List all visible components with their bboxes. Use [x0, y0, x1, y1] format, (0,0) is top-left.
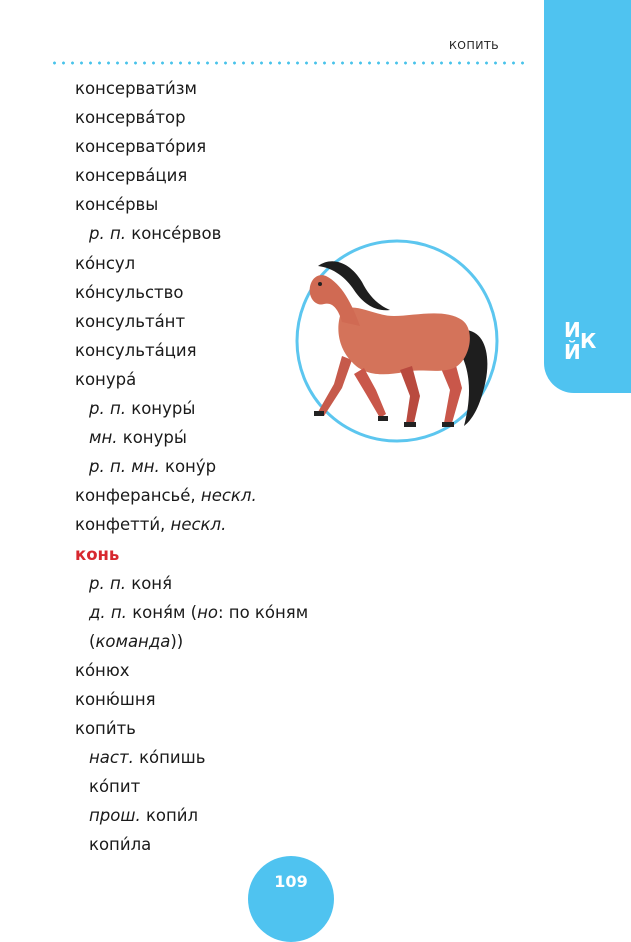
entry-text: кону́р [164, 457, 217, 477]
side-tab [544, 0, 631, 393]
entry [75, 74, 495, 103]
entry-text: копи́л [145, 806, 199, 826]
side-tab-letter-3: К [580, 329, 597, 353]
entry-form [75, 627, 495, 656]
entry [75, 190, 495, 219]
entry-text: консульта́нт [75, 311, 186, 331]
entry-text: консервато́рия [75, 137, 207, 157]
entry-text: консервати́зм [75, 79, 197, 98]
entry-text: консе́рвы [75, 195, 159, 215]
grammar-label: р. п. [89, 224, 126, 244]
entry-text: коня́ [131, 573, 173, 593]
grammar-note: команда [95, 631, 171, 651]
grammar-label: р. п. мн. [89, 457, 160, 477]
entry [75, 161, 495, 190]
side-tab-letter-1: И [564, 318, 581, 342]
entry-form [75, 569, 495, 598]
entry-text: конфетти́, [75, 515, 171, 535]
entry-text: ко́нюх [75, 660, 130, 680]
entry-text: консерва́ция [75, 166, 188, 186]
grammar-label: прош. [89, 806, 141, 826]
grammar-note: нескл. [200, 486, 257, 506]
entry [75, 481, 495, 510]
grammar-label: наст. [89, 748, 134, 768]
entry-form [75, 743, 495, 772]
entry-form [75, 830, 495, 859]
entry-text: консе́рвов [131, 224, 222, 244]
entry-text: конферансье́, [75, 486, 201, 506]
grammar-label: р. п. [89, 573, 126, 593]
entry-text: консульта́ция [75, 340, 197, 360]
horse-illustration [294, 238, 500, 444]
entry-text: ко́нсул [75, 253, 136, 273]
entry-form [75, 801, 495, 830]
entry-text: ко́пит [89, 777, 141, 797]
grammar-note: нескл. [170, 515, 227, 535]
entry-text: ко́нсульство [75, 282, 184, 302]
entry-tail: )) [170, 631, 184, 651]
grammar-label: р. п. [89, 399, 126, 419]
entry [75, 510, 495, 539]
entry-text: коню́шня [75, 689, 156, 709]
entry-text: коня́м ( [132, 602, 198, 622]
side-tab-letter-2: Й [564, 340, 581, 364]
entry [75, 685, 495, 714]
entry-text: ко́пишь [139, 748, 206, 768]
entry [75, 132, 495, 161]
entry-form [75, 452, 495, 481]
grammar-label: д. п. [89, 602, 127, 622]
entry [75, 714, 495, 743]
dictionary-entries [75, 74, 495, 860]
entry-text: копи́ла [89, 835, 152, 855]
page-number-badge [248, 856, 334, 942]
grammar-note: но [197, 602, 218, 622]
dotted-rule [50, 61, 530, 65]
entry-text: конура́ [75, 369, 137, 389]
entry-highlighted [75, 540, 495, 569]
entry [75, 103, 495, 132]
entry [75, 656, 495, 685]
entry-form [75, 598, 495, 627]
entry-text: конуры́ [122, 428, 187, 448]
entry-text: конь [75, 544, 120, 564]
running-head: КОПИТЬ [449, 39, 500, 52]
entry-text: ( [89, 631, 96, 651]
entry-text: конуры́ [131, 399, 196, 419]
entry-text: консерва́тор [75, 108, 186, 128]
entry-text: копи́ть [75, 719, 136, 739]
entry-tail: : по ко́ням [217, 602, 309, 622]
grammar-label: мн. [89, 428, 118, 448]
page-number: 109 [274, 872, 308, 891]
entry-form [75, 772, 495, 801]
